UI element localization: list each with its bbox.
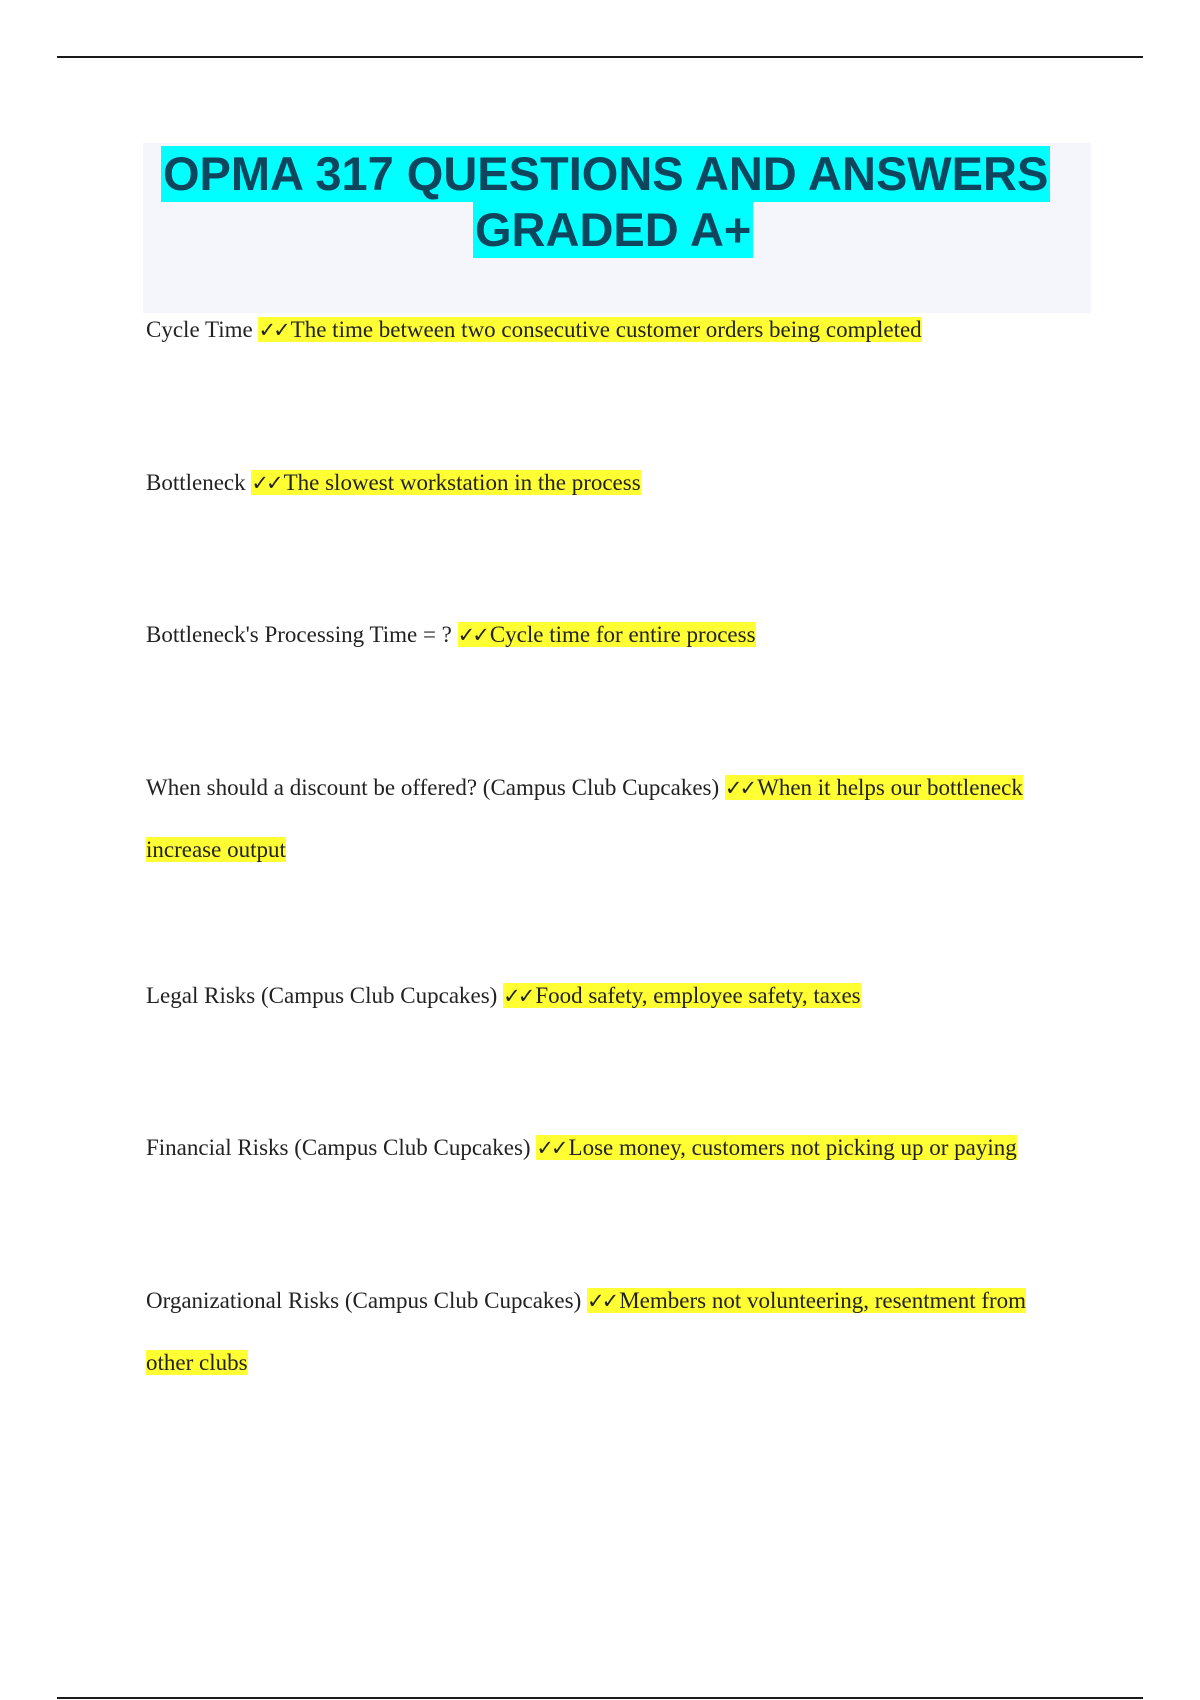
double-check-icon: ✓✓ <box>457 623 487 647</box>
question-text: Bottleneck <box>146 470 246 495</box>
qa-item <box>146 604 1076 666</box>
double-check-icon: ✓✓ <box>587 1289 617 1313</box>
qa-item <box>146 1117 1076 1179</box>
answer-text: The slowest workstation in the process <box>283 470 641 495</box>
document-title-line-1: OPMA 317 QUESTIONS AND ANSWERS <box>163 147 1049 200</box>
document-title-line-2: GRADED A+ <box>475 203 752 256</box>
qa-item <box>146 299 1076 361</box>
answer-text: Food safety, employee safety, taxes <box>535 983 861 1008</box>
answer-text: The time between two consecutive customer orders being completed <box>290 317 922 342</box>
answer-text: Members not volunteering, resentment from other clubs <box>146 1288 1027 1375</box>
qa-item <box>146 452 1076 514</box>
bottom-rule <box>57 1697 1143 1699</box>
top-rule <box>57 56 1143 58</box>
double-check-icon: ✓✓ <box>536 1136 566 1160</box>
question-text: Bottleneck's Processing Time = ? <box>146 622 452 647</box>
qa-item <box>146 965 1076 1027</box>
qa-item <box>146 1270 1076 1393</box>
double-check-icon: ✓✓ <box>251 471 281 495</box>
question-text: Financial Risks (Campus Club Cupcakes) <box>146 1135 531 1160</box>
question-text: When should a discount be offered? (Campus Club Cupcakes) <box>146 775 720 800</box>
question-text: Legal Risks (Campus Club Cupcakes) <box>146 983 498 1008</box>
double-check-icon: ✓✓ <box>503 984 533 1008</box>
answer-text: Cycle time for entire process <box>489 622 756 647</box>
answer-text: When it helps our bottleneck increase output <box>146 775 1023 862</box>
answer-text: Lose money, customers not picking up or paying <box>568 1135 1017 1160</box>
question-text: Organizational Risks (Campus Club Cupcakes) <box>146 1288 582 1313</box>
double-check-icon: ✓✓ <box>258 318 288 342</box>
title-block <box>143 143 1091 313</box>
double-check-icon: ✓✓ <box>724 776 755 800</box>
question-text: Cycle Time <box>146 317 253 342</box>
qa-item <box>146 757 1076 880</box>
